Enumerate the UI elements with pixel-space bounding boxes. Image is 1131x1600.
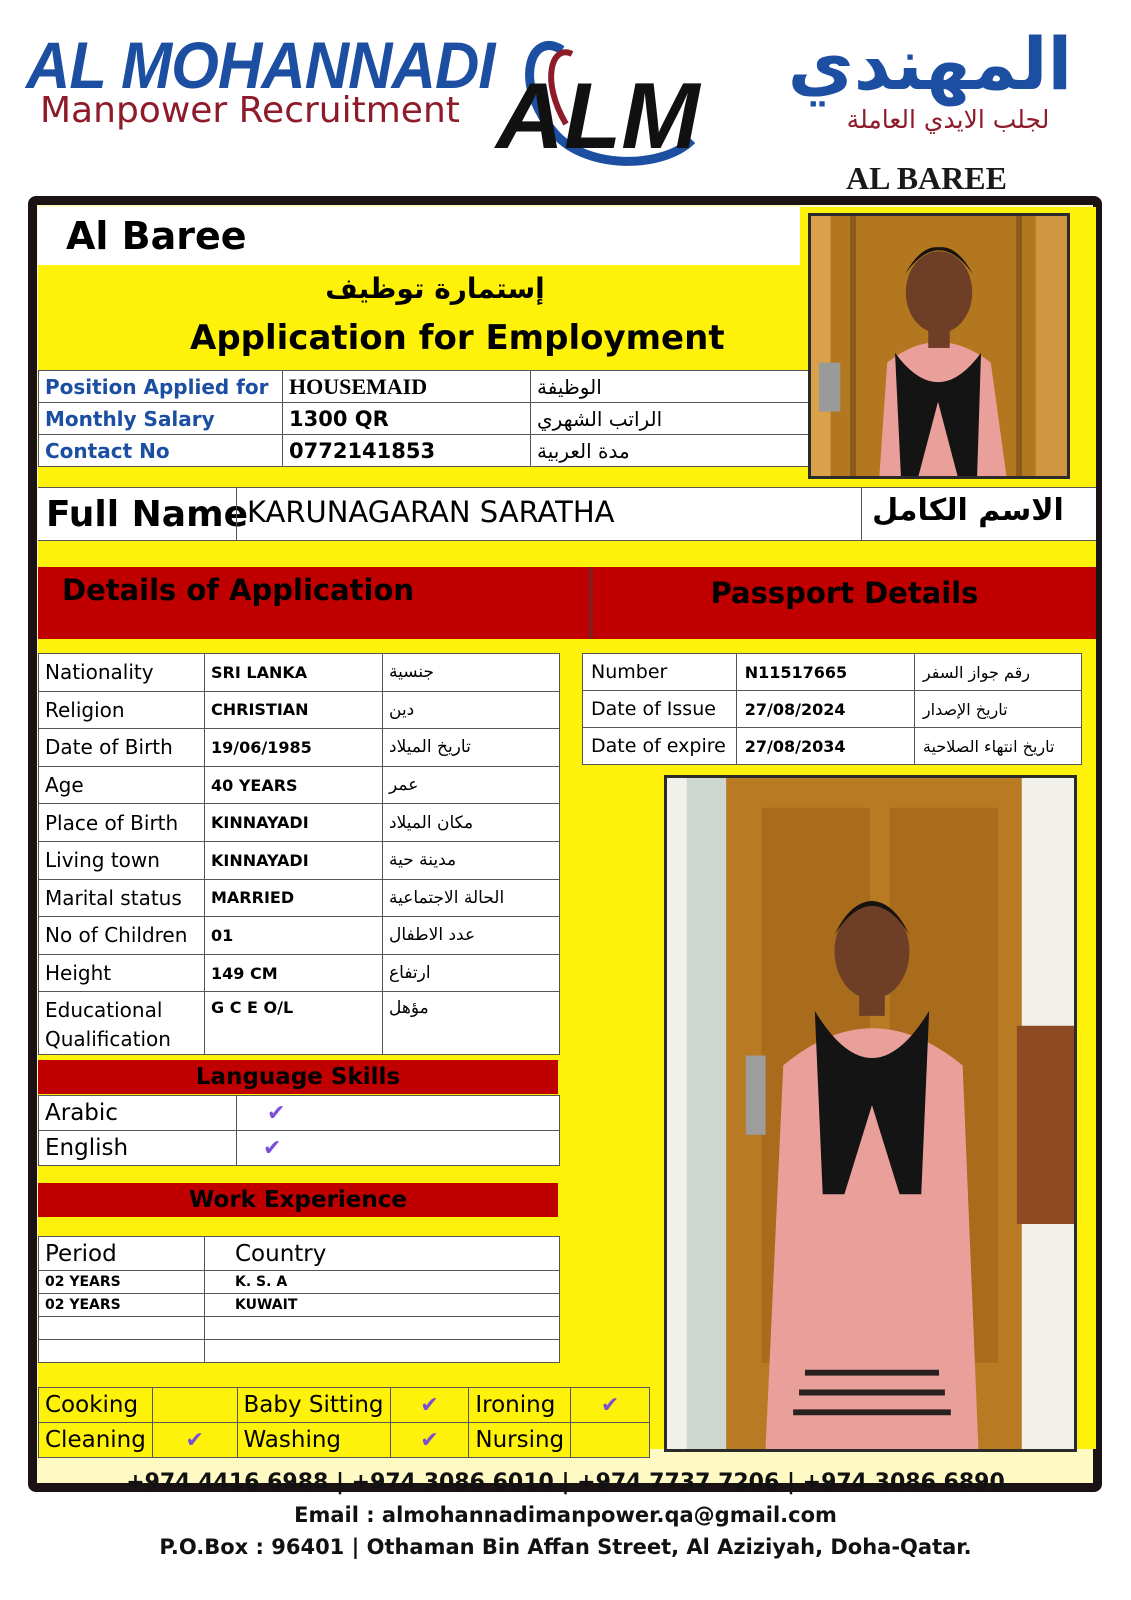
applicant-full-photo bbox=[664, 775, 1077, 1452]
passport-number-label: Number bbox=[583, 654, 737, 691]
alm-logo-icon bbox=[492, 20, 732, 180]
expiry-date-label-arabic: تاريخ انتهاء الصلاحية bbox=[914, 728, 1081, 765]
skill-washing-label: Washing bbox=[237, 1423, 390, 1458]
details-row bbox=[39, 992, 560, 1055]
marital-status-label-arabic: الحالة الاجتماعية bbox=[383, 879, 560, 917]
skill-cooking-label: Cooking bbox=[39, 1388, 153, 1423]
brand-subtitle-arabic: لجلب الايدي العاملة bbox=[846, 105, 1050, 134]
passport-number-value: N11517665 bbox=[736, 654, 914, 691]
children-label: No of Children bbox=[39, 917, 205, 955]
education-label: Educational Qualification bbox=[39, 992, 205, 1055]
living-town-label-arabic: مدينة حية bbox=[383, 841, 560, 879]
details-row bbox=[39, 691, 560, 729]
passport-row bbox=[583, 728, 1082, 765]
nationality-value: SRI LANKA bbox=[205, 654, 383, 692]
details-row bbox=[39, 917, 560, 955]
language-english-label: English bbox=[39, 1131, 237, 1166]
yellow-strip bbox=[38, 541, 1096, 567]
expiry-date-label: Date of expire bbox=[583, 728, 737, 765]
skill-cleaning-label: Cleaning bbox=[39, 1423, 153, 1458]
salary-row bbox=[39, 403, 810, 435]
living-town-label: Living town bbox=[39, 841, 205, 879]
work-experience-table bbox=[38, 1236, 560, 1363]
position-label: Position Applied for bbox=[39, 371, 283, 403]
education-label-arabic: مؤهل bbox=[383, 992, 560, 1055]
empty-cell bbox=[205, 1317, 560, 1340]
passport-row bbox=[583, 691, 1082, 728]
language-arabic-check-cell bbox=[237, 1096, 560, 1131]
full-name-label-arabic: الاسم الكامل bbox=[872, 493, 1064, 528]
marital-status-label: Marital status bbox=[39, 879, 205, 917]
language-section-header: Language Skills bbox=[38, 1060, 558, 1094]
place-of-birth-label: Place of Birth bbox=[39, 804, 205, 842]
skill-baby-sitting-label: Baby Sitting bbox=[237, 1388, 390, 1423]
details-row bbox=[39, 729, 560, 767]
form-title: Application for Employment bbox=[190, 318, 725, 358]
empty-cell bbox=[39, 1317, 205, 1340]
branch-name: AL BAREE bbox=[846, 160, 1007, 196]
footer-phones: +974 4416 6988 | +974 3086 6010 | +974 7737 7206 | +974 3086 6890 bbox=[126, 1470, 1005, 1495]
skill-cooking-check bbox=[152, 1388, 237, 1423]
age-value: 40 YEARS bbox=[205, 766, 383, 804]
language-row bbox=[39, 1131, 560, 1166]
work-row bbox=[39, 1294, 560, 1317]
work-row-empty bbox=[39, 1317, 560, 1340]
footer-email: Email : almohannadimanpower.qa@gmail.com bbox=[294, 1503, 837, 1527]
skill-cleaning-check bbox=[152, 1423, 237, 1458]
religion-label-arabic: دين bbox=[383, 691, 560, 729]
passport-section-header: Passport Details bbox=[593, 567, 1096, 639]
skill-nursing-check bbox=[571, 1423, 650, 1458]
passport-number-label-arabic: رقم جواز السفر bbox=[914, 654, 1081, 691]
skills-table bbox=[38, 1387, 650, 1458]
age-label: Age bbox=[39, 766, 205, 804]
work-row bbox=[39, 1271, 560, 1294]
details-row bbox=[39, 841, 560, 879]
height-value: 149 CM bbox=[205, 954, 383, 992]
children-label-arabic: عدد الاطفال bbox=[383, 917, 560, 955]
check-icon: ✔ bbox=[420, 1393, 439, 1418]
details-table bbox=[38, 653, 560, 1055]
brand-mark-text: ALM bbox=[496, 63, 700, 168]
check-icon: ✔ bbox=[263, 1136, 282, 1161]
salary-value: 1300 QR bbox=[283, 403, 531, 435]
position-row bbox=[39, 371, 810, 403]
details-row bbox=[39, 766, 560, 804]
expiry-date-value: 27/08/2034 bbox=[736, 728, 914, 765]
skill-baby-sitting-check bbox=[390, 1388, 469, 1423]
period-column-header: Period bbox=[39, 1237, 205, 1271]
full-name-row bbox=[38, 487, 1096, 541]
place-of-birth-label-arabic: مكان الميلاد bbox=[383, 804, 560, 842]
religion-label: Religion bbox=[39, 691, 205, 729]
skill-washing-check bbox=[390, 1423, 469, 1458]
footer-address: P.O.Box : 96401 | Othaman Bin Affan Street, Al Aziziyah, Doha-Qatar. bbox=[159, 1535, 972, 1559]
language-arabic-label: Arabic bbox=[39, 1096, 237, 1131]
details-section-header: Details of Application bbox=[38, 567, 588, 639]
brand-name-arabic: المهندي bbox=[787, 22, 1073, 106]
details-row bbox=[39, 654, 560, 692]
position-table bbox=[38, 370, 810, 467]
issue-date-value: 27/08/2024 bbox=[736, 691, 914, 728]
details-row bbox=[39, 954, 560, 992]
children-value: 01 bbox=[205, 917, 383, 955]
salary-label-arabic: الراتب الشهري bbox=[531, 403, 810, 435]
language-row bbox=[39, 1096, 560, 1131]
contact-row bbox=[39, 435, 810, 467]
language-english-check-cell bbox=[237, 1131, 560, 1166]
work-period: 02 YEARS bbox=[39, 1294, 205, 1317]
language-table bbox=[38, 1095, 560, 1166]
skill-ironing-label: Ironing bbox=[469, 1388, 571, 1423]
age-label-arabic: عمر bbox=[383, 766, 560, 804]
dob-label: Date of Birth bbox=[39, 729, 205, 767]
issue-date-label-arabic: تاريخ الإصدار bbox=[914, 691, 1081, 728]
work-period: 02 YEARS bbox=[39, 1271, 205, 1294]
brand-subtitle-english: Manpower Recruitment bbox=[40, 90, 460, 131]
marital-status-value: MARRIED bbox=[205, 879, 383, 917]
check-icon: ✔ bbox=[185, 1428, 204, 1453]
contact-label-arabic: مدة العربية bbox=[531, 435, 810, 467]
place-of-birth-value: KINNAYADI bbox=[205, 804, 383, 842]
height-label: Height bbox=[39, 954, 205, 992]
contact-value: 0772141853 bbox=[283, 435, 531, 467]
passport-table bbox=[582, 653, 1082, 765]
full-name-value: KARUNAGARAN SARATHA bbox=[236, 488, 862, 540]
position-label-arabic: الوظيفة bbox=[531, 371, 810, 403]
agency-name: Al Baree bbox=[38, 207, 800, 265]
details-row bbox=[39, 879, 560, 917]
salary-label: Monthly Salary bbox=[39, 403, 283, 435]
skill-nursing-label: Nursing bbox=[469, 1423, 571, 1458]
skills-row bbox=[39, 1423, 650, 1458]
empty-cell bbox=[205, 1340, 560, 1363]
brand-name-english: AL MOHANNADI bbox=[26, 28, 495, 102]
skill-ironing-check bbox=[571, 1388, 650, 1423]
dob-value: 19/06/1985 bbox=[205, 729, 383, 767]
work-country: K. S. A bbox=[205, 1271, 560, 1294]
religion-value: CHRISTIAN bbox=[205, 691, 383, 729]
passport-row bbox=[583, 654, 1082, 691]
full-name-label: Full Name bbox=[46, 494, 248, 535]
issue-date-label: Date of Issue bbox=[583, 691, 737, 728]
skills-row bbox=[39, 1388, 650, 1423]
position-value: HOUSEMAID bbox=[283, 371, 531, 403]
check-icon: ✔ bbox=[267, 1101, 286, 1126]
applicant-portrait-photo bbox=[808, 213, 1070, 479]
work-section-header: Work Experience bbox=[38, 1183, 558, 1217]
form-title-arabic: إستمارة توظيف bbox=[325, 272, 545, 305]
check-icon: ✔ bbox=[600, 1393, 620, 1418]
work-country: KUWAIT bbox=[205, 1294, 560, 1317]
empty-cell bbox=[39, 1340, 205, 1363]
work-header-row bbox=[39, 1237, 560, 1271]
check-icon: ✔ bbox=[420, 1428, 439, 1453]
height-label-arabic: ارتفاع bbox=[383, 954, 560, 992]
living-town-value: KINNAYADI bbox=[205, 841, 383, 879]
nationality-label-arabic: جنسية bbox=[383, 654, 560, 692]
contact-label: Contact No bbox=[39, 435, 283, 467]
education-value: G C E O/L bbox=[205, 992, 383, 1055]
work-row-empty bbox=[39, 1340, 560, 1363]
details-row bbox=[39, 804, 560, 842]
dob-label-arabic: تاريخ الميلاد bbox=[383, 729, 560, 767]
nationality-label: Nationality bbox=[39, 654, 205, 692]
country-column-header: Country bbox=[205, 1237, 560, 1271]
